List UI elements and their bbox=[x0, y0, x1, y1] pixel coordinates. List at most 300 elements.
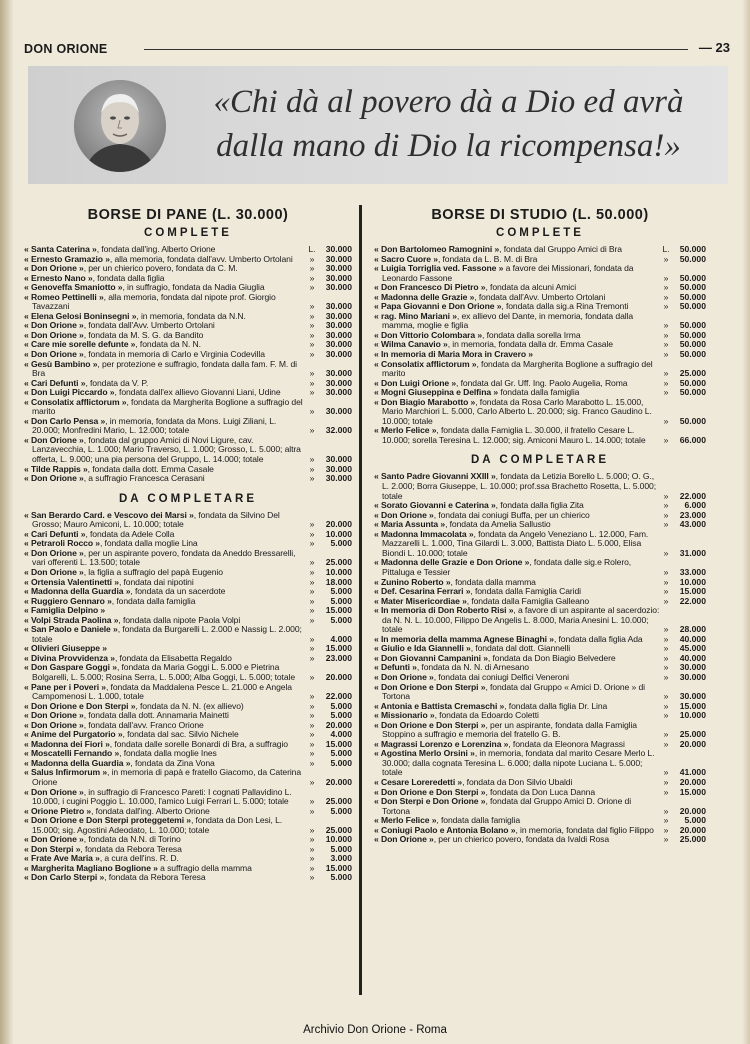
entry-name: « Don Orione » bbox=[24, 320, 84, 331]
entry-amount: 10.000 bbox=[325, 566, 352, 577]
entry-description bbox=[374, 426, 660, 445]
entry-amount: 30.000 bbox=[325, 329, 352, 340]
list-item bbox=[24, 683, 352, 702]
entry-currency: » bbox=[663, 805, 669, 816]
entry-details: , in memoria, fondata da N.N. bbox=[136, 310, 246, 321]
entry-details: , fondata dalla famiglia bbox=[111, 595, 196, 606]
list-item bbox=[374, 797, 706, 816]
entry-name: « Madonna dei Fiori » bbox=[24, 738, 110, 749]
entry-details: , fondata dalla moglie Ines bbox=[119, 748, 217, 759]
entry-details: , fondata da N.N. di Torino bbox=[83, 834, 181, 845]
entry-name: « Papa Giovanni e Don Orione » bbox=[374, 301, 502, 312]
entry-name: « Don Orione e Don Sterpi » bbox=[374, 681, 486, 692]
entry-name: « Don Orione » bbox=[24, 263, 84, 274]
entry-details: , fondata dal dott. Giannelli bbox=[470, 643, 571, 654]
entry-details: , fondata dal sac. Silvio Nichele bbox=[122, 729, 239, 740]
entry-description bbox=[374, 606, 660, 635]
list-item bbox=[24, 436, 352, 465]
page-header bbox=[24, 40, 730, 60]
entry-name: « Missionario » bbox=[374, 710, 435, 721]
entry-currency: » bbox=[663, 253, 669, 264]
entry-description bbox=[24, 293, 306, 312]
entry-currency: L. bbox=[662, 244, 670, 254]
entry-amount: 10.000 bbox=[679, 576, 706, 587]
entry-name: « Don Orione » bbox=[24, 434, 84, 445]
entry-currency: » bbox=[663, 824, 669, 835]
entry-amount: 22.000 bbox=[679, 490, 706, 501]
entry-details: , per un aspirante, fondata dalla Famiglia Stoppino a suffragio e memoria del fratello G. B. bbox=[382, 719, 637, 740]
entry-currency: » bbox=[309, 528, 315, 539]
entry-name: « Antonia e Battista Cremaschi » bbox=[374, 700, 505, 711]
portrait-image bbox=[74, 80, 166, 172]
entry-currency: » bbox=[309, 710, 315, 721]
entry-name: « Wilma Canavio » bbox=[374, 339, 448, 350]
entry-name: « Don Orione » bbox=[24, 834, 84, 845]
entry-currency: » bbox=[663, 566, 669, 577]
entry-name: « Don Carlo Pensa » bbox=[24, 415, 106, 426]
entry-amount: 50.000 bbox=[679, 329, 706, 340]
entry-amount: 50.000 bbox=[679, 339, 706, 350]
subsection-title-da-completare: DA COMPLETARE bbox=[118, 492, 258, 505]
entry-name: « Don Orione » bbox=[24, 547, 84, 558]
entry-details: , fondata da V. P. bbox=[85, 377, 149, 388]
entry-currency: » bbox=[309, 862, 315, 873]
entry-name: « Salus Infirmorum » bbox=[24, 767, 108, 778]
entry-details: fondata dalla famiglia bbox=[498, 387, 580, 398]
entry-currency: » bbox=[309, 272, 315, 283]
entry-name: « Volpi Strada Paolina » bbox=[24, 614, 119, 625]
list-item bbox=[24, 663, 352, 682]
entry-details: , fondata da Maria Goggi L. 5.000 e Pietrina Bolgarelli, L. 5.000; Rosina Serra, L. 5.000; Alba Goggi, L. 5.000; totale bbox=[32, 662, 296, 682]
entry-details: , a favore di un aspirante al sacerdozio: da N. N. L. 10.000, Filippo De Angelis L. 8.000, Maria Anesini L. 10.000; totale bbox=[382, 605, 660, 635]
entry-currency: » bbox=[663, 776, 669, 787]
entry-amount: 40.000 bbox=[679, 633, 706, 644]
entry-name: « Don Sterpi e Don Orione » bbox=[374, 796, 486, 807]
entry-currency: » bbox=[663, 834, 669, 845]
entry-details: , fondata da N. N. (ex allievo) bbox=[135, 700, 244, 711]
entry-name: « Madonna delle Grazie » bbox=[374, 291, 475, 302]
list-item bbox=[24, 398, 352, 417]
entry-details: , fondata da L. B. M. di Bra bbox=[437, 253, 538, 264]
entry-details: , fondata da Amelia Sallustio bbox=[445, 519, 551, 530]
entry-name: « Don Orione » bbox=[24, 329, 84, 340]
entry-name: « Moscatelli Fernando » bbox=[24, 748, 120, 759]
entry-currency: » bbox=[309, 557, 315, 568]
entry-description bbox=[374, 398, 660, 427]
entry-amount: 33.000 bbox=[679, 566, 706, 577]
entry-amount: 15.000 bbox=[325, 643, 352, 654]
entry-details: , fondata da Adele Colla bbox=[85, 528, 175, 539]
entry-amount: 22.000 bbox=[679, 595, 706, 606]
entry-amount: 50.000 bbox=[679, 282, 706, 293]
entry-name: « Olivieri Giuseppe » bbox=[24, 643, 107, 654]
list-borse-pane-complete bbox=[24, 245, 352, 484]
entry-currency: » bbox=[309, 843, 315, 854]
entry-currency: » bbox=[309, 566, 315, 577]
quote-line-1: «Chi dà al povero dà a Dio ed avrà bbox=[213, 84, 684, 120]
list-item bbox=[24, 417, 352, 436]
entry-name: « Consolatix afflictorum » bbox=[374, 358, 477, 369]
entry-details: , fondata dalla moglie Lina bbox=[99, 538, 198, 549]
entry-amount: 50.000 bbox=[679, 320, 706, 331]
entry-description bbox=[24, 663, 306, 682]
entry-name: « Magrassi Lorenzo e Lorenzina » bbox=[374, 738, 509, 749]
entry-amount: 20.000 bbox=[679, 738, 706, 749]
entry-name: « Defunti » bbox=[374, 662, 417, 673]
entry-details: , in suffragio, fondata da Nadia Giuglia bbox=[122, 282, 265, 293]
entry-description bbox=[24, 768, 306, 787]
entry-amount: 5.000 bbox=[330, 757, 352, 768]
publication-title: DON ORIONE bbox=[24, 42, 108, 56]
entry-amount: 20.000 bbox=[679, 824, 706, 835]
entry-details: , in memoria, fondata da Mons. Luigi Ziliani, L. 20.000; Monfredini Mario, L. 12.000; totale bbox=[32, 415, 277, 436]
entry-currency: » bbox=[663, 320, 669, 331]
entry-details: , fondata dal Gruppo « Amici D. Orione » di Tortona bbox=[382, 681, 645, 702]
entry-description bbox=[24, 511, 306, 530]
entry-currency: » bbox=[309, 406, 315, 417]
entry-currency: » bbox=[309, 719, 315, 730]
entry-amount: 30.000 bbox=[325, 387, 352, 398]
entry-currency: » bbox=[663, 729, 669, 740]
entry-details: , fondata da Letizia Borello L. 5.000; O. G., L. 2.000; Borra Giuseppe, L. 10.000; prof.ssa Brachetto Rosetta, L. 5.000; totale bbox=[382, 471, 656, 501]
entry-currency: » bbox=[309, 576, 315, 587]
entry-name: « Romeo Pettinelli » bbox=[24, 291, 104, 302]
entry-amount: 50.000 bbox=[679, 272, 706, 283]
entry-description bbox=[24, 873, 306, 883]
entry-currency: » bbox=[663, 643, 669, 654]
entry-currency: » bbox=[663, 377, 669, 388]
entry-amount: 50.000 bbox=[679, 301, 706, 312]
entry-details: , fondata dal Gr. Uff. Ing. Paolo Augelia, Roma bbox=[456, 377, 628, 388]
entry-name: « Orione Pietro » bbox=[24, 805, 92, 816]
entry-currency: » bbox=[309, 872, 315, 883]
entry-currency: » bbox=[309, 329, 315, 340]
entry-details: , per protezione e suffragio, fondata dalla fam. F. M. di Bra bbox=[32, 358, 297, 379]
list-item bbox=[374, 749, 706, 778]
entry-name: « Don Gaspare Goggi » bbox=[24, 662, 117, 673]
entry-name: « Don Orione » bbox=[24, 719, 84, 730]
binding-shadow bbox=[0, 0, 14, 1044]
entry-currency: » bbox=[309, 614, 315, 625]
entry-details: , per un aspirante povero, fondata da Aneddo Bressarelli, vari offerenti L. 13.500; totale bbox=[32, 547, 296, 568]
entry-amount: 50.000 bbox=[679, 415, 706, 426]
list-item bbox=[374, 683, 706, 702]
entry-description bbox=[374, 558, 660, 577]
entry-amount: 20.000 bbox=[325, 719, 352, 730]
list-item bbox=[374, 398, 706, 427]
entry-name: « Don Orione » bbox=[24, 786, 84, 797]
entry-currency: » bbox=[309, 738, 315, 749]
entry-currency: » bbox=[309, 301, 315, 312]
entry-currency: » bbox=[309, 691, 315, 702]
entry-amount: 5.000 bbox=[684, 815, 706, 826]
entry-description bbox=[24, 417, 306, 436]
entry-amount: 30.000 bbox=[325, 301, 352, 312]
entry-currency: » bbox=[663, 272, 669, 283]
header-rule bbox=[144, 49, 688, 50]
entry-name: « Madonna della Guardia » bbox=[24, 586, 131, 597]
entry-currency: » bbox=[663, 786, 669, 797]
entry-currency: » bbox=[663, 509, 669, 520]
entry-currency: » bbox=[309, 643, 315, 654]
entry-currency: » bbox=[309, 339, 315, 350]
entry-amount: 66.000 bbox=[679, 434, 706, 445]
entry-amount: 5.000 bbox=[330, 586, 352, 597]
column-borse-studio bbox=[374, 200, 706, 845]
entry-name: « Zunino Roberto » bbox=[374, 576, 451, 587]
entry-amount: 5.000 bbox=[330, 710, 352, 721]
entry-details: , fondata da Don Biagio Belvedere bbox=[487, 652, 616, 663]
entry-amount: 4.000 bbox=[330, 729, 352, 740]
entry-amount: 15.000 bbox=[679, 786, 706, 797]
page-number: — 23 bbox=[698, 40, 730, 55]
list-item bbox=[374, 264, 706, 283]
entry-name: « Merlo Felice » bbox=[374, 815, 437, 826]
entry-currency: » bbox=[663, 710, 669, 721]
entry-currency: » bbox=[309, 586, 315, 597]
entry-name: « Merlo Felice » bbox=[374, 425, 437, 436]
entry-currency: » bbox=[309, 473, 315, 484]
entry-currency: » bbox=[309, 253, 315, 264]
entry-currency: » bbox=[663, 662, 669, 673]
entry-details: , fondata da Don Luca Danna bbox=[485, 786, 596, 797]
entry-description bbox=[374, 835, 660, 845]
entry-currency: » bbox=[663, 519, 669, 530]
entry-amount: 25.000 bbox=[679, 729, 706, 740]
list-item bbox=[24, 293, 352, 312]
entry-name: « Luigia Torriglia ved. Fassone » bbox=[374, 263, 504, 274]
entry-description bbox=[374, 530, 660, 559]
list-item bbox=[24, 360, 352, 379]
entry-details: , fondata dalle sorelle Bonardi di Bra, a suffragio bbox=[109, 738, 288, 749]
entry-details: , alla memoria, fondata dall'avv. Umberto Ortolani bbox=[109, 253, 293, 264]
list-item bbox=[24, 873, 352, 883]
entry-currency: » bbox=[663, 301, 669, 312]
list-item bbox=[24, 511, 352, 530]
entry-amount: 50.000 bbox=[679, 377, 706, 388]
entry-details: a favore dei Missionari, fondata da Leonardo Fassone bbox=[382, 263, 634, 283]
entry-details: , la figlia a suffragio del papà Eugenio bbox=[83, 566, 223, 577]
entry-details: , fondata da alcuni Amici bbox=[485, 282, 577, 293]
entry-name: « Don Orione e Don Sterpi proteggetemi » bbox=[24, 815, 191, 826]
list-item bbox=[374, 558, 706, 577]
entry-name: « Don Orione » bbox=[24, 473, 84, 484]
entry-name: « Don Francesco Di Pietro » bbox=[374, 282, 486, 293]
entry-amount: 30.000 bbox=[325, 339, 352, 350]
entry-currency: » bbox=[309, 377, 315, 388]
entry-currency: » bbox=[309, 652, 315, 663]
entry-name: « Don Orione » bbox=[24, 349, 84, 360]
entry-name: « Frate Ave Maria » bbox=[24, 853, 100, 864]
entry-amount: 15.000 bbox=[325, 862, 352, 873]
entry-name: « Care mie sorelle defunte » bbox=[24, 339, 136, 350]
list-item bbox=[374, 530, 706, 559]
entry-details: , fondata dal Gruppo Amici di Bra bbox=[499, 244, 622, 254]
entry-amount: 30.000 bbox=[679, 691, 706, 702]
entry-currency: » bbox=[663, 700, 669, 711]
entry-amount: 5.000 bbox=[330, 538, 352, 549]
entry-description bbox=[374, 312, 660, 331]
entry-amount: 50.000 bbox=[679, 349, 706, 360]
quote-text bbox=[176, 80, 721, 168]
entry-currency: » bbox=[309, 387, 315, 398]
entry-name: « Genoveffa Smaniotto » bbox=[24, 282, 123, 293]
entry-currency: » bbox=[663, 500, 669, 511]
entry-currency: » bbox=[309, 633, 315, 644]
entry-currency: » bbox=[663, 624, 669, 635]
entry-currency: » bbox=[309, 671, 315, 682]
entry-details: , fondata da un sacerdote bbox=[130, 586, 226, 597]
entry-description bbox=[24, 549, 306, 568]
entry-amount: 5.000 bbox=[330, 805, 352, 816]
entry-amount: 30.000 bbox=[325, 244, 352, 254]
entry-currency: » bbox=[663, 349, 669, 360]
entry-details: , fondata da Margherita Boglione a suffragio del marito bbox=[382, 358, 653, 379]
entry-description bbox=[24, 816, 306, 835]
entry-amount: 5.000 bbox=[330, 872, 352, 883]
entry-details: , fondata da Angelo Veneziano L. 12.000, Fam. Mazzarelli L. 1.000, Tina Gilardi L. 3.000, Battista Diato L. 5.000, Elisa Biondi L. 10.000; totale bbox=[382, 528, 649, 558]
entry-amount: 30.000 bbox=[325, 473, 352, 484]
entry-details: , a cura dell'ins. R. D. bbox=[99, 853, 179, 864]
entry-details: a suffragio della mamma bbox=[157, 862, 252, 873]
entry-amount: 50.000 bbox=[679, 291, 706, 302]
entry-amount: 23.000 bbox=[325, 652, 352, 663]
entry-amount: 30.000 bbox=[325, 272, 352, 283]
entry-name: « Famiglia Delpino » bbox=[24, 605, 106, 616]
section-title-borse-studio: BORSE DI STUDIO (L. 50.000) bbox=[431, 207, 649, 223]
entry-amount: 30.000 bbox=[325, 310, 352, 321]
entry-details: , fondata dalla figlia Zita bbox=[495, 500, 584, 511]
portrait-photo bbox=[74, 80, 166, 172]
entry-name: « Ruggiero Gennaro » bbox=[24, 595, 112, 606]
entry-amount: 30.000 bbox=[325, 253, 352, 264]
entry-currency: » bbox=[309, 368, 315, 379]
entry-amount: 6.000 bbox=[684, 500, 706, 511]
list-item bbox=[374, 606, 706, 635]
entry-details: , a suffragio Francesca Cerasani bbox=[83, 473, 205, 484]
list-item bbox=[24, 474, 352, 484]
entry-name: « Ortensia Valentinetti » bbox=[24, 576, 119, 587]
entry-currency: » bbox=[663, 368, 669, 379]
entry-details: , fondata dall'avv. Franco Orione bbox=[83, 719, 204, 730]
entry-name: « Elena Gelosi Boninsegni » bbox=[24, 310, 137, 321]
entry-currency: » bbox=[663, 415, 669, 426]
entry-currency: » bbox=[309, 519, 315, 530]
entry-details: , in memoria di papà e fratello Giacomo, da Caterina Orione bbox=[32, 767, 302, 787]
entry-currency: » bbox=[663, 576, 669, 587]
entry-amount: 4.000 bbox=[330, 633, 352, 644]
subsection-title-da-completare: DA COMPLETARE bbox=[470, 454, 610, 467]
entry-details: , fondata in memoria di Carlo e Virginia Codevilla bbox=[83, 349, 265, 360]
entry-details: , in memoria, fondata dalla dr. Emma Casale bbox=[447, 339, 613, 350]
entry-details: , fondata dall'Avv. Umberto Ortolani bbox=[474, 291, 606, 302]
entry-amount: 30.000 bbox=[679, 671, 706, 682]
entry-amount: 15.000 bbox=[325, 738, 352, 749]
entry-details: , fondata dalla Famiglia Galleano bbox=[466, 595, 590, 606]
entry-description bbox=[24, 788, 306, 807]
entry-name: « Madonna Immacolata » bbox=[374, 528, 474, 539]
entry-name: « Petraroli Rocco » bbox=[24, 538, 100, 549]
entry-description bbox=[24, 474, 306, 484]
entry-details: , fondata dai coniugi Delfici Veneroni bbox=[433, 671, 569, 682]
entry-amount: 15.000 bbox=[679, 586, 706, 597]
entry-amount: 10.000 bbox=[679, 710, 706, 721]
entry-details: , fondata da N. N. di Arnesano bbox=[416, 662, 529, 673]
entry-amount: 20.000 bbox=[679, 776, 706, 787]
list-item bbox=[24, 625, 352, 644]
entry-details: , fondata dalla mamma bbox=[450, 576, 536, 587]
entry-name: « Divina Provvidenza » bbox=[24, 652, 115, 663]
entry-amount: 23.000 bbox=[679, 509, 706, 520]
entry-name: « Cari Defunti » bbox=[24, 528, 86, 539]
entry-details: , in memoria, fondata dal figlio Filippo bbox=[515, 824, 654, 835]
list-item bbox=[374, 360, 706, 379]
entry-details: , fondata dalle sig.e Rolero, Pittaluga e Tessier bbox=[382, 557, 632, 577]
entry-currency: » bbox=[663, 633, 669, 644]
entry-details: , fondata da Maddalena Pesce L. 21.000 e Angela Campomenosi L. 1.000, totale bbox=[32, 681, 292, 702]
entry-name: « Anime del Purgatorio » bbox=[24, 729, 123, 740]
entry-amount: 30.000 bbox=[325, 406, 352, 417]
entry-description bbox=[374, 749, 660, 778]
entry-amount: 30.000 bbox=[325, 377, 352, 388]
entry-currency: » bbox=[309, 263, 315, 274]
list-item bbox=[374, 721, 706, 740]
entry-name: « Don Luigi Piccardo » bbox=[24, 387, 115, 398]
entry-details: , fondata dalla nipote Paola Volpi bbox=[118, 614, 241, 625]
entry-details: , fondata dalla figlia bbox=[92, 272, 165, 283]
entry-name: « Tilde Rappis » bbox=[24, 463, 88, 474]
entry-details: , fondata dai coniugi Buffa, per un chierico bbox=[433, 509, 590, 520]
entry-currency: » bbox=[309, 310, 315, 321]
entry-amount: 25.000 bbox=[679, 834, 706, 845]
entry-currency: » bbox=[309, 454, 315, 465]
entry-name: « Cesare Loreredetti » bbox=[374, 776, 463, 787]
entry-name: « In memoria della mamma Agnese Binaghi » bbox=[374, 633, 554, 644]
entry-currency: » bbox=[663, 691, 669, 702]
entry-details: , fondata da Elisabetta Regaldo bbox=[114, 652, 232, 663]
entry-amount: 3.000 bbox=[330, 853, 352, 864]
entry-details: , fondata dall'ing. Alberto Orione bbox=[96, 244, 216, 254]
entry-description bbox=[24, 436, 306, 465]
entry-amount: 50.000 bbox=[679, 253, 706, 264]
entry-amount: 5.000 bbox=[330, 614, 352, 625]
entry-amount: 32.000 bbox=[325, 425, 352, 436]
entry-amount: 18.000 bbox=[325, 576, 352, 587]
entry-name: « In memoria di Don Roberto Risi » bbox=[374, 605, 514, 616]
entry-name: « In memoria di Maria Mora in Cravero » bbox=[374, 349, 533, 360]
column-borse-pane bbox=[24, 200, 352, 883]
entry-details: , fondata dalla dott. Emma Casale bbox=[87, 463, 214, 474]
entry-amount: 20.000 bbox=[679, 805, 706, 816]
entry-details: , ex allievo del Dante, in memoria, fondata dalla mamma, moglie e figlia bbox=[382, 310, 634, 331]
entry-amount: 25.000 bbox=[679, 368, 706, 379]
entry-currency: » bbox=[309, 853, 315, 864]
list-borse-pane-da-completare bbox=[24, 511, 352, 883]
entry-name: « Pane per i Poveri » bbox=[24, 681, 106, 692]
entry-name: « San Paolo e Daniele » bbox=[24, 624, 118, 635]
entry-currency: » bbox=[309, 463, 315, 474]
entry-currency: » bbox=[309, 796, 315, 807]
entry-details: , fondata da Eleonora Magrassi bbox=[508, 738, 625, 749]
entry-amount: 28.000 bbox=[679, 624, 706, 635]
entry-amount: 20.000 bbox=[325, 671, 352, 682]
entry-amount: 30.000 bbox=[325, 463, 352, 474]
entry-currency: » bbox=[309, 605, 315, 616]
entry-name: « Don Vittorio Colombara » bbox=[374, 329, 483, 340]
entry-details: , fondata da Rebora Teresa bbox=[104, 872, 206, 883]
entry-currency: » bbox=[309, 824, 315, 835]
entry-amount: 20.000 bbox=[325, 776, 352, 787]
